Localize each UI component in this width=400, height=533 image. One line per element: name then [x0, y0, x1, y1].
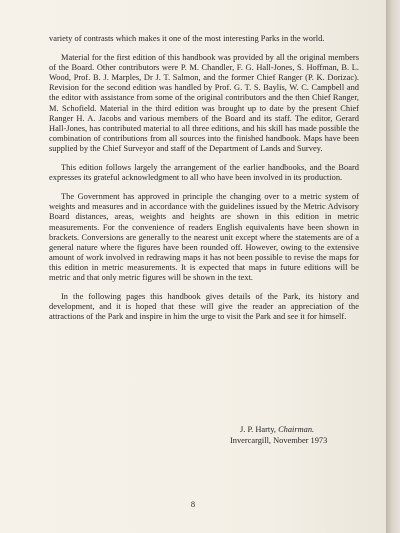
paragraph-continued: variety of contrasts which makes it one of the most interesting Parks in the world. [49, 34, 325, 43]
signature-line [230, 425, 360, 436]
page-number: 8 [190, 500, 196, 509]
paragraph-contributors: Material for the first edition of this handbook was provided by all the original members of the Board. Other contributors were P. M. Chandler, F. G. Hall-Jones, S. Hoffman, B. L. Wood, Prof. B. J. Marples, Dr J. T. Salmon, and the former Chief Ranger (P. K. Dorizac). Revision for the second edition was handled by Prof. G. T. S. Baylis, W. C. Campbell and the editor with assistance from some of the original contributors and the then Chief Ranger, M. Schofield. Material in the third edition was brought up to date by the present Chief Ranger H. A. Jacobs and various members of the Board and its staff. The editor, Gerard Hall-Jones, has contributed material to all three editions, and his skill has made possible the combination of contributions from all sources into the finished handbook. Maps have been supplied by the Chief Surveyor and staff of the Department of Lands and Survey. [49, 53, 359, 153]
paragraph-metric: The Government has approved in principle the changing over to a metric system of weights and measures and in accordance with the guidelines issued by the Metric Advisory Board distances, areas, weights and heights are shown in this edition in metric measurements. For the convenience of readers English equivalents have been shown in brackets. Conversions are generally to the nearest unit except where the statements are of a general nature where the figures have been rounded off. However, owing to the extensive amount of work involved in redrawing maps it has not been possible to revise the maps for this edition in metric measurements. It is expected that maps in future editions will be metric and that only metric figures will be shown in the text. [49, 192, 359, 282]
body-text [49, 34, 359, 331]
page-edge [386, 0, 400, 533]
signature-place-date: Invercargill, November 1973 [230, 435, 328, 445]
paragraph-acknowledgment: This edition follows largely the arrangement of the earlier handbooks, and the Board expresses its grateful acknowledgment to all who have been involved in its production. [49, 163, 359, 183]
signature-name: J. P. Harty, [240, 425, 276, 434]
signature-title: Chairman. [278, 425, 315, 434]
paragraph-closing: In the following pages this handbook gives details of the Park, its history and development, and it is hoped that these will give the reader an appreciation of the attractions of the Park and inspire in him the urge to visit the Park and see it for himself. [49, 292, 359, 322]
signature-block [230, 425, 360, 446]
